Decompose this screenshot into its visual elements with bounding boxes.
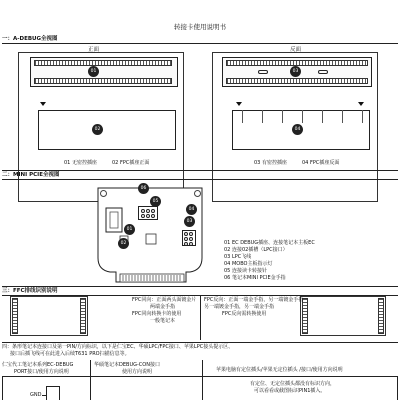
pin-dot xyxy=(141,209,145,213)
fpc-same-note-3: FPC同向转换卡的使用 xyxy=(132,311,182,317)
front-connector-pins-bottom xyxy=(34,78,172,84)
back-connector-key-right xyxy=(318,70,328,74)
section1-heading: 一：A-DEBUG全视图 xyxy=(2,36,58,42)
fpc-gold-finger xyxy=(302,298,308,334)
mounting-hole xyxy=(100,190,107,197)
badge-02: 02 xyxy=(92,124,103,135)
fpc-reverse-note-2: 另一端镀金手指，另一端金手指 xyxy=(204,304,275,310)
badge-05: 05 xyxy=(150,196,161,207)
fpc-cable-reverse-direction xyxy=(300,296,386,336)
badge-04: 04 xyxy=(186,204,197,215)
fpc-gold-finger xyxy=(378,298,384,334)
badge-03: 03 xyxy=(184,216,195,227)
fpc-gold-finger xyxy=(12,298,18,334)
section4-top-divider xyxy=(2,342,398,343)
pin-dot xyxy=(151,214,155,218)
pin-dot xyxy=(184,242,188,246)
section4-table xyxy=(2,376,398,400)
section4-line2: 接口后插飞线可在此进入后续T631 PRO扫描信息等。 xyxy=(10,351,130,357)
col1-subheading: PORT接口/使用方向说明 xyxy=(14,369,69,375)
back-connector-pins-top xyxy=(226,60,368,66)
badge-03: 03 xyxy=(290,66,301,77)
badge-01: 01 xyxy=(124,224,135,235)
pin-dot xyxy=(141,214,145,218)
badge-01: 01 xyxy=(88,66,99,77)
table-divider xyxy=(90,360,91,400)
pin-dot xyxy=(189,242,193,246)
note-05: 05 连接读卡转接针 xyxy=(224,268,267,274)
section4-heading: 四：条形笔记本连接口及第一PIN/方向标识，以下是仁宝EC、华硕LPC/FPC接口、苹果LPC接头提示区、 xyxy=(2,344,234,350)
col2-heading: 华硕笔记本DEBUG-CON接口 xyxy=(94,362,160,368)
back-pin xyxy=(322,110,323,123)
back-pin xyxy=(362,110,363,123)
section2-top-divider xyxy=(2,170,398,171)
pin-dot xyxy=(146,209,150,213)
col2-subheading: 使用方向说明 xyxy=(122,369,153,375)
front-label: 正面 xyxy=(88,47,100,53)
section1-divider xyxy=(2,43,398,44)
col3-heading: 苹果电脑有定位插头/苹果无定位插头 /接口/使用方向说明 xyxy=(216,367,343,373)
back-label: 反面 xyxy=(290,47,302,53)
fpc-same-note-4: 一般笔记本 xyxy=(150,318,176,324)
gnd-label: GND xyxy=(30,392,42,398)
front-connector-pins-top xyxy=(34,60,172,66)
back-pin xyxy=(302,110,303,123)
section3-center-divider xyxy=(200,296,201,340)
back-pin xyxy=(262,110,263,123)
badge-06: 06 xyxy=(138,183,149,194)
note-06: 06 笔记本MINI PCIE金手指 xyxy=(224,275,286,281)
col3-note-2: 可以看看或截图标识PIN1插入。 xyxy=(254,388,326,394)
caption-01: 01 无密控插座 xyxy=(64,160,97,166)
note-04: 04 MOBO主板指示灯 xyxy=(224,261,273,267)
col3-note-1: 有定位、无定位插头都没有标识方向， xyxy=(250,381,336,387)
caption-03: 03 有密控插座 xyxy=(254,160,287,166)
back-connector-key-left xyxy=(258,70,268,74)
document-title: 转接卡使用说明书 xyxy=(174,23,226,31)
front-fpc-socket xyxy=(38,110,176,150)
gnd-leader-line xyxy=(42,395,46,396)
pin-dot xyxy=(189,232,193,236)
pin-dot xyxy=(146,214,150,218)
badge-04: 04 xyxy=(292,124,303,135)
note-03: 03 LPC飞线 xyxy=(224,254,252,260)
back-pin xyxy=(342,110,343,123)
fpc-reverse-note-3: FPC反向需转换使用 xyxy=(222,311,267,317)
pin-dot xyxy=(189,237,193,241)
ec-debug-port-diagram xyxy=(46,386,60,400)
note-01: 01 EC DEBUG插座、连接笔记本主板EC xyxy=(224,240,315,246)
pin-dot xyxy=(184,232,188,236)
fpc-gold-finger xyxy=(80,298,86,334)
front-pin1-marker xyxy=(40,102,46,106)
fpc-cable-same-direction xyxy=(10,296,88,336)
section3-heading: 三：FFC排线识别说明 xyxy=(2,288,58,294)
table-divider xyxy=(202,360,203,400)
back-pin-end-marker xyxy=(358,102,364,106)
pin-dot xyxy=(151,209,155,213)
back-pin1-marker xyxy=(236,102,242,106)
fpc-reverse-note-1: FPC反向：正面一端金手指，另一端镀金手指 xyxy=(204,297,304,303)
fpc-same-note-1: FPC同向：正面两头面镀金片 xyxy=(132,297,197,303)
section2-heading: 二：MINI PCIE全视图 xyxy=(2,172,60,178)
note-02: 02 连接02插槽（LPC接口） xyxy=(224,247,288,253)
caption-04: 04 FPC插座反面 xyxy=(302,160,340,166)
caption-02: 02 FPC插座正面 xyxy=(112,160,150,166)
back-pin xyxy=(282,110,283,123)
mounting-hole xyxy=(194,190,201,197)
back-connector-pins-bottom xyxy=(226,78,368,84)
section3-top-divider xyxy=(2,286,398,287)
badge-02: 02 xyxy=(118,238,129,249)
fpc-same-note-2: 两端金手指 xyxy=(150,304,176,310)
back-pin xyxy=(242,110,243,123)
pin-dot xyxy=(184,237,188,241)
col1-heading: 仁宝代工笔记本系列EC-DEBUG xyxy=(2,362,74,368)
